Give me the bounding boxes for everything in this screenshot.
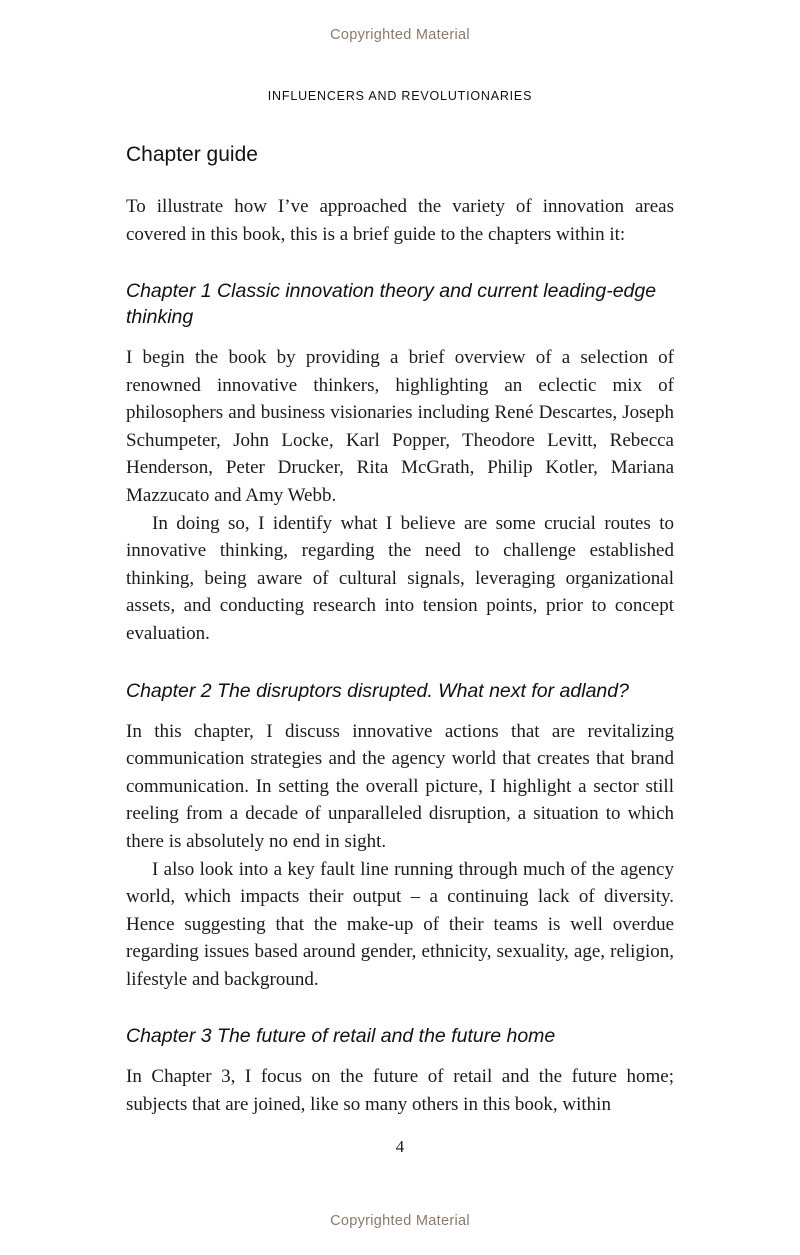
- page-number: 4: [395, 1137, 405, 1156]
- body-paragraph: I begin the book by providing a brief overview of a selection of renowned innovative thinkers, highlighting an eclectic mix of philosophers and business visionaries including René Descartes, Joseph Schumpeter, John Locke, Karl Popper, Theodore Levitt, Rebecca Henderson, Peter Drucker, Rita McGrath, Philip Kotler, Mariana Mazzucato and Amy Webb.: [126, 347, 674, 506]
- section-chapter-3: [126, 1023, 674, 1118]
- body-paragraph: In this chapter, I discuss innovative actions that are revitalizing communication strategies and the agency world that creates that brand communication. In setting the overall picture, I highlight a sector still reeling from a decade of unparalleled disruption, a situation to which there is absolutely no end in sight.: [126, 720, 674, 852]
- section-heading: Chapter 2 The disruptors disrupted. What next for adland?: [126, 679, 629, 702]
- section-chapter-1: [126, 278, 674, 648]
- section-heading: Chapter 1 Classic innovation theory and current leading-edge thinking: [126, 280, 657, 328]
- copyright-notice-bottom: Copyrighted Material: [330, 1213, 470, 1229]
- running-header: INFLUENCERS AND REVOLUTIONARIES: [267, 89, 533, 103]
- body-paragraph: I also look into a key fault line running through much of the agency world, which impacts their output – a continuing lack of diversity. Hence suggesting that the make-up of their teams is well overdue regarding issues based around gender, ethnicity, sexuality, age, religion, lifestyle and background.: [126, 858, 674, 990]
- body-paragraph: In Chapter 3, I focus on the future of retail and the future home; subjects that are joined, like so many others in this book, within: [126, 1066, 674, 1116]
- page-title: Chapter guide: [126, 143, 258, 166]
- body-paragraph: In doing so, I identify what I believe are some crucial routes to innovative thinking, regarding the need to challenge established thinking, being aware of cultural signals, leveraging organizational assets, and conducting research into tension points, prior to concept evaluation.: [126, 512, 674, 644]
- intro-paragraph: To illustrate how I’ve approached the variety of innovation areas covered in this book, this is a brief guide to the chapters within it:: [126, 196, 674, 245]
- section-heading: Chapter 3 The future of retail and the future home: [126, 1025, 556, 1048]
- page-content: [126, 143, 674, 1119]
- section-chapter-2: [126, 678, 674, 994]
- copyright-notice-top: Copyrighted Material: [330, 27, 470, 43]
